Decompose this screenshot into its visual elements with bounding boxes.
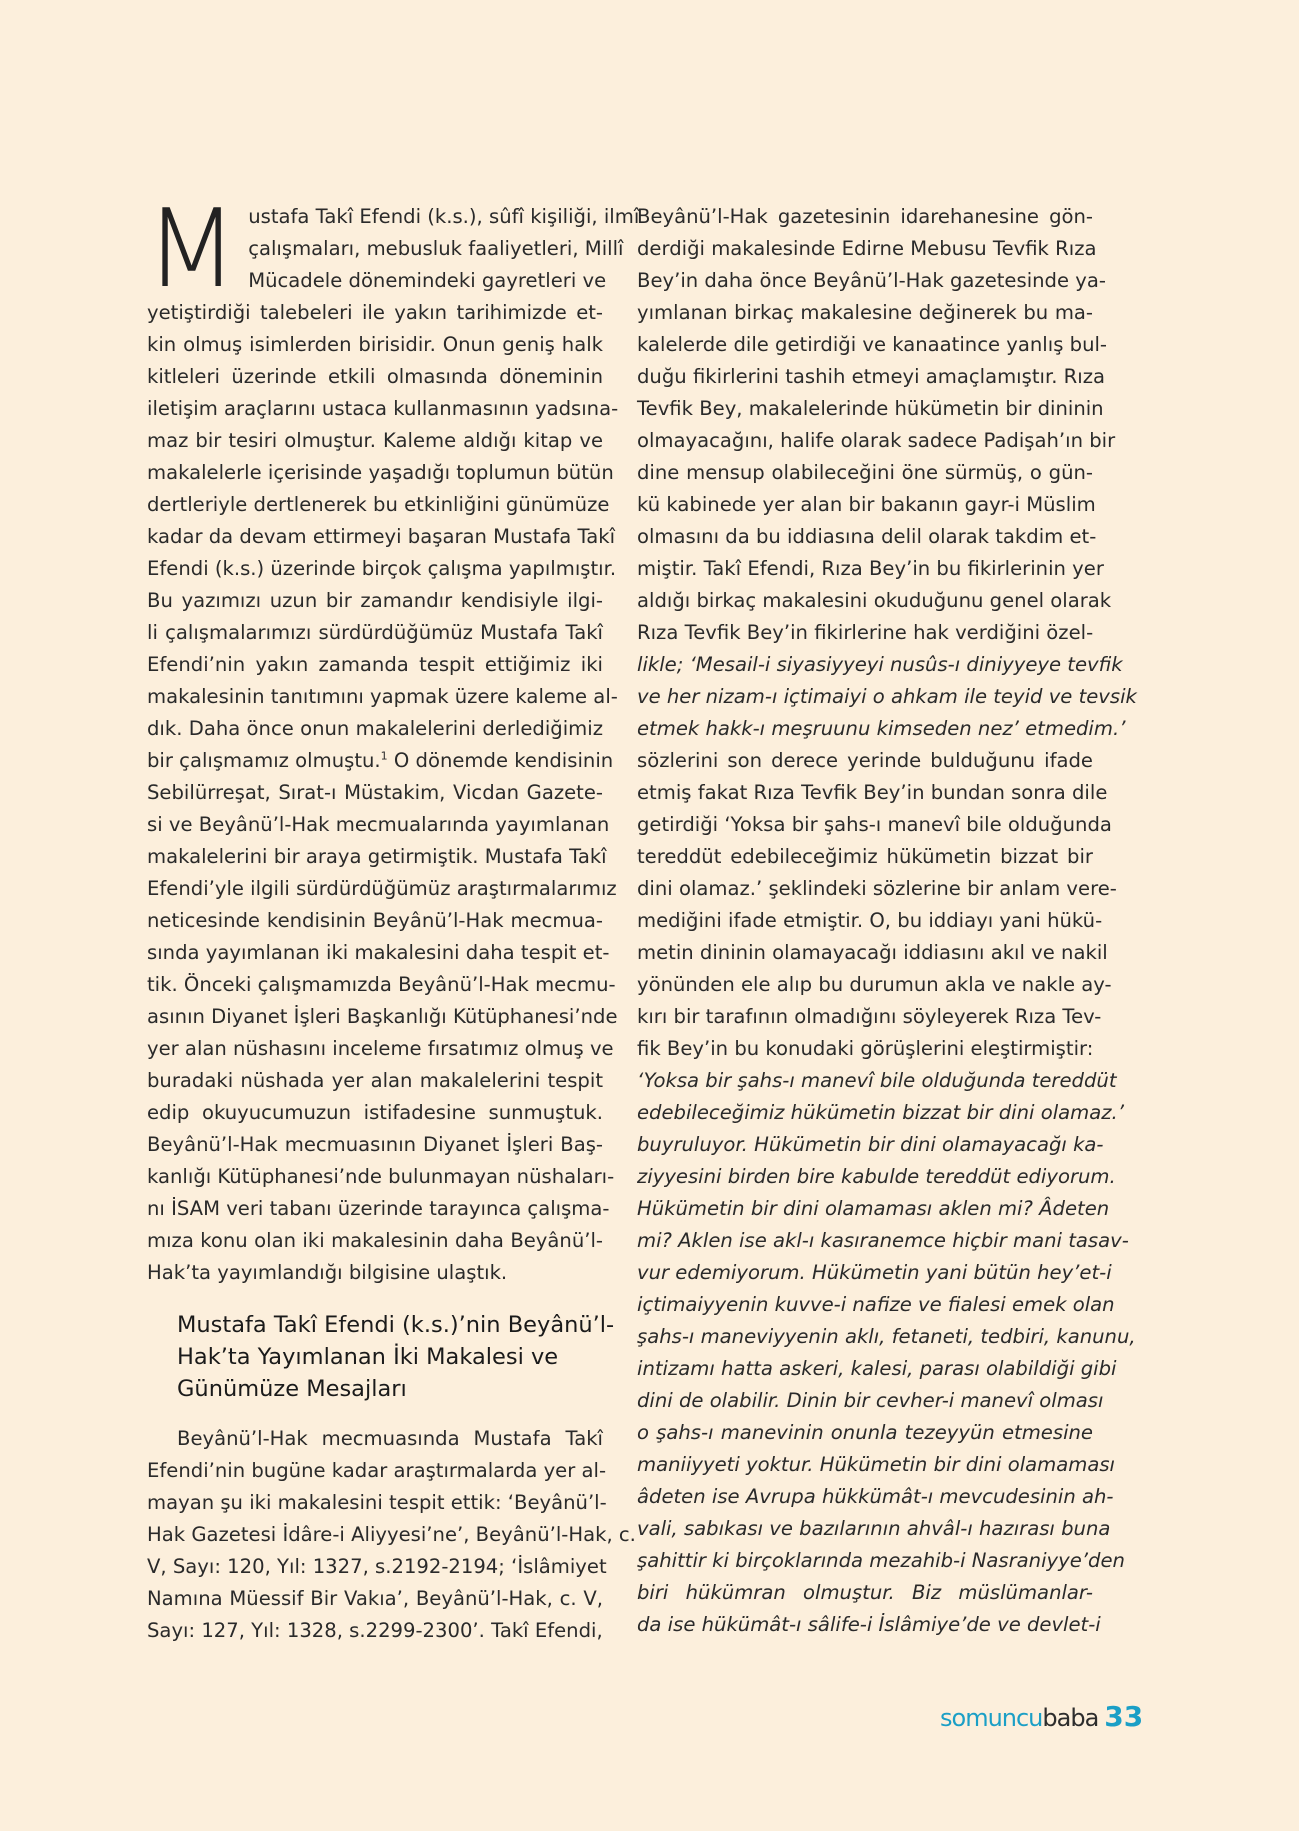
- text-line: içtimaiyyenin kuvve-i nafize ve fialesi emek olan: [637, 1293, 1115, 1316]
- text-line: o şahs-ı manevinin onunla tezeyyün etmesine: [637, 1421, 1093, 1444]
- text-fragment: O dönemde kendisinin: [387, 749, 614, 772]
- text-line: Bey’in daha önce Beyânü’l-Hak gazetesinde ya-: [637, 269, 1106, 292]
- text-line: Sayı: 127, Yıl: 1328, s.2299-2300’. Takî Efendi,: [147, 1619, 603, 1642]
- text-line: asının Diyanet İşleri Başkanlığı Kütüphanesi’nde: [147, 1005, 618, 1028]
- text-line: Efendi (k.s.) üzerinde birçok çalışma yapılmıştır.: [147, 557, 617, 580]
- text-line: mıza konu olan iki makalesinin daha Beyânü’l-: [147, 1229, 603, 1252]
- text-line: derdiği makalesinde Edirne Mebusu Tevfik Rıza: [637, 237, 1097, 260]
- text-line: ‘Yoksa bir şahs-ı manevî bile olduğunda tereddüt: [637, 1069, 1117, 1092]
- text-line: mi? Aklen ise akl-ı kasıranemce hiçbir mani tasav-: [637, 1229, 1129, 1252]
- text-line: Efendi’nin yakın zamanda tespit ettiğimiz iki: [147, 653, 603, 676]
- text-line: olmayacağını, halife olarak sadece Padişah’ın bir: [637, 429, 1116, 452]
- text-line: tereddüt edebileceğimiz hükümetin bizzat bir: [637, 845, 1093, 868]
- text-line: dini olamaz.’ şeklindeki sözlerine bir anlam vere-: [637, 877, 1117, 900]
- text-line: iletişim araçlarını ustaca kullanmasının yadsına-: [147, 397, 619, 420]
- text-line: şahittir ki birçoklarında mezahib-i Nasraniyye’den: [637, 1549, 1125, 1572]
- text-line: maniiyyeti yoktur. Hükümetin bir dini olamaması: [637, 1453, 1115, 1476]
- page-number: 33: [1104, 1700, 1144, 1733]
- footnote-marker: 1: [380, 749, 388, 763]
- intro-paragraph: [145, 187, 640, 1289]
- text-line: kırı bir tarafının olmadığını söyleyerek Rıza Tev-: [637, 1005, 1102, 1028]
- text-line: Beyânü’l-Hak mecmuasında Mustafa Takî: [177, 1427, 603, 1450]
- text-line: dertleriyle dertlenerek bu etkinliğini günümüze: [147, 493, 610, 516]
- text-line: Sebilürreşat, Sırat-ı Müstakim, Vicdan Gazete-: [147, 781, 603, 804]
- text-line: li çalışmalarımızı sürdürdüğümüz Mustafa Takî: [147, 621, 603, 644]
- text-line: neticesinde kendisinin Beyânü’l-Hak mecmua-: [147, 909, 603, 932]
- text-line: Bu yazımızı uzun bir zamandır kendisiyle ilgi-: [147, 589, 603, 612]
- text-line: kanlığı Kütüphanesi’nde bulunmayan nüshaları-: [147, 1165, 615, 1188]
- text-line: si ve Beyânü’l-Hak mecmualarında yayımlanan: [147, 813, 610, 836]
- text-line: maz bir tesiri olmuştur. Kaleme aldığı kitap ve: [147, 429, 603, 452]
- text-line: buyruluyor. Hükümetin bir dini olamayacağı ka-: [637, 1133, 1104, 1156]
- text-line: makalelerle içerisinde yaşadığı toplumun bütün: [147, 461, 614, 484]
- text-line: yer alan nüshasını inceleme fırsatımız olmuş ve: [147, 1037, 614, 1060]
- text-line: likle; ‘Mesail-i siyasiyyeyi nusûs-ı diniyyeye tevfik: [637, 653, 1123, 676]
- text-line: Mücadele dönemindeki gayretleri ve: [248, 269, 607, 292]
- magazine-logo: [940, 1704, 1098, 1732]
- subheading-line: Hak’ta Yayımlanan İki Makalesi ve: [177, 1344, 559, 1370]
- text-line: âdeten ise Avrupa hükkümât-ı mevcudesinin ah-: [637, 1485, 1114, 1508]
- text-line: dine mensup olabileceğini öne sürmüş, o gün-: [637, 461, 1093, 484]
- text-line: kü kabinede yer alan bir bakanın gayr-i Müslim: [637, 493, 1096, 516]
- text-line: Namına Müessif Bir Vakıa’, Beyânü’l-Hak, c. V,: [147, 1587, 603, 1610]
- text-line: yımlanan birkaç makalesine değinerek bu ma-: [637, 301, 1093, 324]
- text-line: etmiş fakat Rıza Tevfik Bey’in bundan sonra dile: [637, 781, 1108, 804]
- text-fragment: bir çalışmamız olmuştu.: [147, 749, 381, 772]
- text-line: aldığı birkaç makalesini okuduğunu genel olarak: [637, 589, 1112, 612]
- text-line: olmasını da bu iddiasına delil olarak takdim et-: [637, 525, 1097, 548]
- text-line: Tevfik Bey, makalelerinde hükümetin bir dininin: [637, 397, 1104, 420]
- text-line: Efendi’yle ilgili sürdürdüğümüz araştırmalarımız: [147, 877, 617, 900]
- text-line: yönünden ele alıp bu durumun akla ve nakle ay-: [637, 973, 1112, 996]
- text-line: vali, sabıkası ve bazılarının ahvâl-ı hazırası buna: [637, 1517, 1111, 1540]
- text-line: fik Bey’in bu konudaki görüşlerini eleştirmiştir:: [637, 1037, 1094, 1060]
- text-line: mayan şu iki makalesini tespit ettik: ‘Beyânü’l-: [147, 1491, 607, 1514]
- text-line: duğu fikirlerini tashih etmeyi amaçlamıştır. Rıza: [637, 365, 1106, 388]
- logo-text-baba: baba: [1042, 1704, 1099, 1732]
- text-line: kadar da devam ettirmeyi başaran Mustafa Takî: [147, 525, 616, 548]
- text-line: kin olmuş isimlerden birisidir. Onun geniş halk: [147, 333, 603, 356]
- text-line: da ise hükümât-ı sâlife-i İslâmiye’de ve devlet-i: [637, 1613, 1101, 1636]
- text-line: [147, 745, 614, 777]
- text-line: Hak Gazetesi İdâre-i Aliyyesi’ne’, Beyânü’l-Hak, c.: [147, 1523, 636, 1546]
- subheading-line: Günümüze Mesajları: [177, 1376, 407, 1402]
- text-line: çalışmaları, mebusluk faaliyetleri, Millî: [248, 237, 624, 260]
- text-line: tik. Önceki çalışmamızda Beyânü’l-Hak mecmu-: [147, 973, 616, 996]
- text-line: dini de olabilir. Dinin bir cevher-i manevî olması: [637, 1389, 1104, 1412]
- page-footer: [940, 1700, 1144, 1736]
- text-line: etmek hakk-ı meşruunu kimseden nez’ etmedim.’: [637, 717, 1126, 740]
- text-line: makalelerini bir araya getirmiştik. Mustafa Takî: [147, 845, 607, 868]
- text-line: Beyânü’l-Hak mecmuasının Diyanet İşleri Baş-: [147, 1133, 603, 1156]
- logo-text-somuncu: somuncu: [940, 1704, 1043, 1732]
- text-line: ve her nizam-ı içtimaiyi o ahkam ile teyid ve tevsik: [637, 685, 1137, 708]
- text-line: kitleleri üzerinde etkili olmasında döneminin: [147, 365, 603, 388]
- text-line: Hak’ta yayımlandığı bilgisine ulaştık.: [147, 1261, 508, 1284]
- text-line: miştir. Takî Efendi, Rıza Bey’in bu fikirlerinin yer: [637, 557, 1104, 580]
- text-line: kalelerde dile getirdiği ve kanaatince yanlış bul-: [637, 333, 1108, 356]
- text-line: makalesinin tanıtımını yapmak üzere kaleme al-: [147, 685, 618, 708]
- subheading-line: Mustafa Takî Efendi (k.s.)’nin Beyânü’l-: [177, 1312, 615, 1338]
- text-line: ziyyesini birden bire kabulde tereddüt ediyorum.: [637, 1165, 1116, 1188]
- left-column: [145, 187, 640, 1647]
- text-line: sında yayımlanan iki makalesini daha tespit et-: [147, 941, 610, 964]
- text-line: Beyânü’l-Hak gazetesinin idarehanesine gön-: [637, 205, 1093, 228]
- text-line: Efendi’nin bugüne kadar araştırmalarda yer al-: [147, 1459, 607, 1482]
- text-line: intizamı hatta askeri, kalesi, parası olabildiği gibi: [637, 1357, 1117, 1380]
- right-column: [637, 201, 1137, 1641]
- text-line: Hükümetin bir dini olamaması aklen mi? Âdeten: [637, 1197, 1110, 1220]
- text-line: Rıza Tevfik Bey’in fikirlerine hak verdiğini özel-: [637, 621, 1094, 644]
- drop-cap: M: [145, 187, 239, 312]
- text-line: nı İSAM veri tabanı üzerinde tarayınca çalışma-: [147, 1197, 610, 1220]
- text-line: edebileceğimiz hükümetin bizzat bir dini olamaz.’: [637, 1101, 1124, 1124]
- text-line: dık. Daha önce onun makalelerini derlediğimiz: [147, 717, 603, 740]
- text-line: V, Sayı: 120, Yıl: 1327, s.2192-2194; ‘İslâmiyet: [147, 1555, 607, 1578]
- text-line: yetiştirdiği talebeleri ile yakın tarihimizde et-: [147, 301, 603, 324]
- text-line: vur edemiyorum. Hükümetin yani bütün hey’et-i: [637, 1261, 1112, 1284]
- text-line: ustafa Takî Efendi (k.s.), sûfî kişiliği, ilmî: [248, 205, 640, 228]
- text-line: getirdiği ‘Yoksa bir şahs-ı manevî bile olduğunda: [637, 813, 1112, 836]
- text-line: şahs-ı maneviyyenin aklı, fetaneti, tedbiri, kanunu,: [637, 1325, 1136, 1348]
- text-line: biri hükümran olmuştur. Biz müslümanlar-: [637, 1581, 1093, 1604]
- text-line: buradaki nüshada yer alan makalelerini tespit: [147, 1069, 603, 1092]
- section-subheading: [177, 1309, 615, 1405]
- text-line: mediğini ifade etmiştir. O, bu iddiayı yani hükü-: [637, 909, 1103, 932]
- text-line: edip okuyucumuzun istifadesine sunmuştuk.: [147, 1101, 603, 1124]
- text-line: metin dininin olamayacağı iddiasını akıl ve nakil: [637, 941, 1108, 964]
- text-line: sözlerini son derece yerinde bulduğunu ifade: [637, 749, 1093, 772]
- second-paragraph: [147, 1423, 636, 1647]
